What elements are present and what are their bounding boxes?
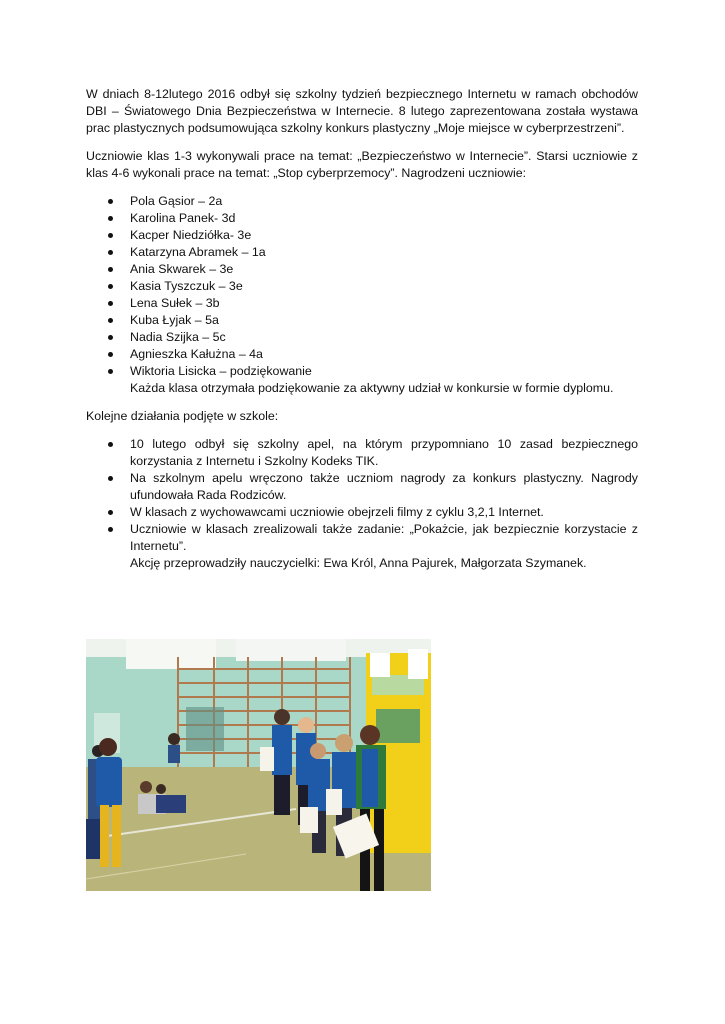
list-item: Kasia Tyszczuk – 3e (86, 278, 638, 295)
list-item: Pola Gąsior – 2a (86, 193, 638, 210)
list-item: Agnieszka Kałużna – 4a (86, 346, 638, 363)
list-item: Nadia Szijka – 5c (86, 329, 638, 346)
list-item: Na szkolnym apelu wręczono także uczniom nagrody za konkurs plastyczny. Nagrody ufundowała Rada Rodziców. (86, 470, 638, 504)
list-item: Kuba Łyjak – 5a (86, 312, 638, 329)
list-item: Lena Sułek – 3b (86, 295, 638, 312)
list-item: W klasach z wychowawcami uczniowie obejrzeli filmy z cyklu 3,2,1 Internet. (86, 504, 638, 521)
list-item: Ania Skwarek – 3e (86, 261, 638, 278)
topics-paragraph: Uczniowie klas 1-3 wykonywali prace na temat: „Bezpieczeństwo w Internecie”. Starsi uczniowie z klas 4-6 wykonali prace na temat: „Stop cyberprzemocy”. Nagrodzeni uczniowie: (86, 149, 638, 180)
list-item: 10 lutego odbył się szkolny apel, na którym przypomniano 10 zasad bezpiecznego korzystania z Internetu i Szkolny Kodeks TIK. (86, 436, 638, 470)
document-body (86, 86, 638, 583)
activities-intro: Kolejne działania podjęte w szkole: (86, 409, 279, 423)
list-item: Karolina Panek- 3d (86, 210, 638, 227)
list-item: Katarzyna Abramek – 1a (86, 244, 638, 261)
intro-paragraph: W dniach 8-12lutego 2016 odbył się szkolny tydzień bezpiecznego Internetu w ramach obchodów DBI – Światowego Dnia Bezpieczeństwa w Internecie. 8 lutego zaprezentowana została wystawa prac plastycznych podsumowująca szkolny konkurs plastyczny „Moje miejsce w cyberprzestrzeni”. (86, 87, 638, 135)
activities-note: Akcję przeprowadziły nauczycielki: Ewa Król, Anna Pajurek, Małgorzata Szymanek. (130, 556, 587, 570)
winners-list (86, 193, 638, 397)
school-gym-photo (86, 639, 431, 891)
winners-note: Każda klasa otrzymała podziękowanie za aktywny udział w konkursie w formie dyplomu. (130, 381, 614, 395)
list-item: Uczniowie w klasach zrealizowali także zadanie: „Pokażcie, jak bezpiecznie korzystacie z Internetu”. (86, 521, 638, 555)
activities-list (86, 436, 638, 572)
list-item: Kacper Niedziółka- 3e (86, 227, 638, 244)
list-item: Wiktoria Lisicka – podziękowanie (86, 363, 638, 380)
